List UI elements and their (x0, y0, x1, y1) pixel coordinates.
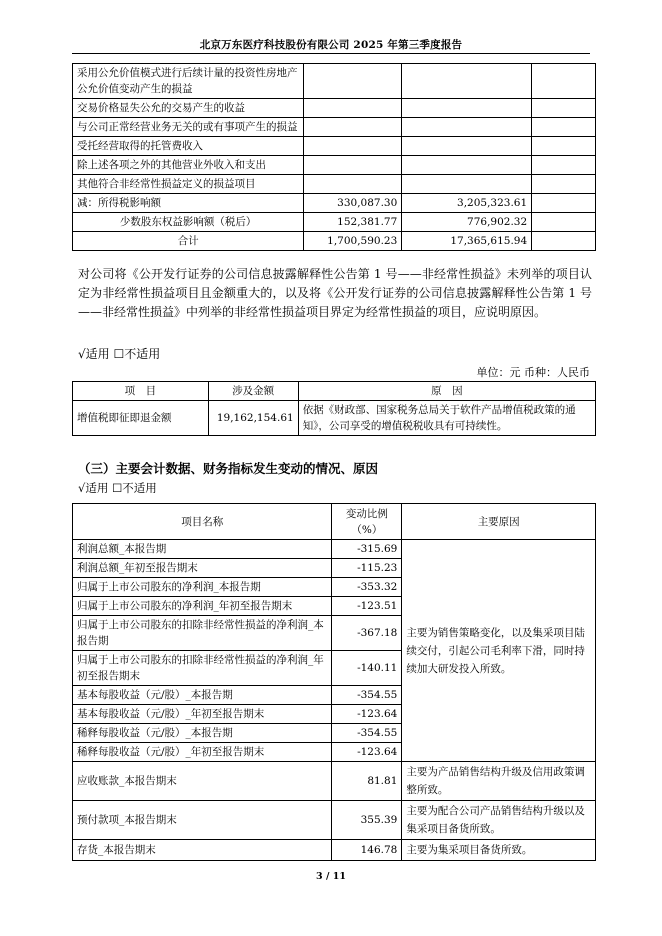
table-row (73, 801, 596, 840)
unit-label: 单位：元 币种：人民币 (476, 366, 590, 379)
row-label: 合计 (73, 232, 304, 251)
value-current (304, 99, 402, 118)
value-ytd (402, 64, 532, 99)
item-name: 预付款项_本报告期末 (73, 801, 332, 840)
note-cell (532, 213, 596, 232)
row-label: 少数股东权益影响额（税后） (73, 213, 304, 232)
item-name: 归属于上市公司股东的净利润_年初至报告期末 (73, 597, 332, 616)
header-reason: 原 因 (298, 382, 595, 401)
value-ytd: 776,902.32 (402, 213, 532, 232)
change-table (72, 503, 596, 861)
reason-cell: 依据《财政部、国家税务总局关于软件产品增值税政策的通知》，公司享受的增值税税收具有可持续性。 (298, 401, 595, 436)
table-row (73, 118, 596, 137)
row-label: 与公司正常经营业务无关的或有事项产生的损益 (73, 118, 304, 137)
table-header-row (73, 504, 596, 540)
change-ratio: -354.55 (332, 724, 402, 743)
item-name: 存货_本报告期末 (73, 840, 332, 861)
header-reason: 主要原因 (402, 504, 596, 540)
value-ytd (402, 137, 532, 156)
reason-cell: 主要为销售策略变化，以及集采项目陆续交付，引起公司毛利率下滑，同时持续加大研发投入所致。 (402, 540, 596, 762)
note-cell (532, 118, 596, 137)
table-row (73, 99, 596, 118)
table-row-total (73, 232, 596, 251)
row-label: 其他符合非经常性损益定义的损益项目 (73, 175, 304, 194)
reason-cell: 主要为配合公司产品销售结构升级以及集采项目备货所致。 (402, 801, 596, 840)
value-current: 1,700,590.23 (304, 232, 402, 251)
table-row (73, 175, 596, 194)
nonrecurring-table (72, 63, 596, 251)
value-current (304, 175, 402, 194)
header-ratio: 变动比例（%） (332, 504, 402, 540)
change-ratio: -140.11 (332, 651, 402, 686)
item-name: 利润总额_年初至报告期末 (73, 559, 332, 578)
note-cell (532, 137, 596, 156)
table-row (73, 213, 596, 232)
amount-cell: 19,162,154.61 (208, 401, 298, 436)
change-ratio: -353.32 (332, 578, 402, 597)
change-ratio: -115.23 (332, 559, 402, 578)
table-header-row (73, 382, 596, 401)
recurring-reason-table (72, 381, 596, 436)
change-ratio: -123.64 (332, 743, 402, 762)
table-row (73, 194, 596, 213)
value-ytd (402, 118, 532, 137)
applicable-indicator: √适用 ☐不适用 (78, 347, 161, 361)
row-label: 采用公允价值模式进行后续计量的投资性房地产公允价值变动产生的损益 (73, 64, 304, 99)
table-row (73, 137, 596, 156)
change-ratio: -123.51 (332, 597, 402, 616)
row-label: 减：所得税影响额 (73, 194, 304, 213)
item-name: 利润总额_本报告期 (73, 540, 332, 559)
note-cell (532, 194, 596, 213)
note-cell (532, 232, 596, 251)
header-item: 项 目 (73, 382, 209, 401)
row-label: 交易价格显失公允的交易产生的收益 (73, 99, 304, 118)
row-label: 除上述各项之外的其他营业外收入和支出 (73, 156, 304, 175)
value-current (304, 64, 402, 99)
item-name: 归属于上市公司股东的净利润_本报告期 (73, 578, 332, 597)
header-amount: 涉及金额 (208, 382, 298, 401)
table-row (73, 401, 596, 436)
header-divider (72, 53, 590, 54)
value-ytd (402, 99, 532, 118)
change-ratio: -123.64 (332, 705, 402, 724)
row-label: 受托经营取得的托管费收入 (73, 137, 304, 156)
change-ratio: -354.55 (332, 686, 402, 705)
value-current (304, 137, 402, 156)
page-number: 3 / 11 (316, 871, 346, 882)
value-ytd: 17,365,615.94 (402, 232, 532, 251)
change-ratio: -315.69 (332, 540, 402, 559)
item-name: 归属于上市公司股东的扣除非经常性损益的净利润_本报告期 (73, 616, 332, 651)
explanation-paragraph: 对公司将《公开发行证券的公司信息披露解释性公告第 1 号——非经常性损益》未列举的项目认定为非经常性损益项目且金额重大的，以及将《公开发行证券的公司信息披露解释性公告第 1 号——非经常性损益》中列举的非经常性损益项目界定为经常性损益的项目，应说明原因。 (78, 267, 592, 319)
change-ratio: 81.81 (332, 762, 402, 801)
value-current: 152,381.77 (304, 213, 402, 232)
value-current: 330,087.30 (304, 194, 402, 213)
value-ytd (402, 175, 532, 194)
item-cell: 增值税即征即退金额 (73, 401, 209, 436)
change-ratio: 355.39 (332, 801, 402, 840)
value-ytd (402, 156, 532, 175)
item-name: 应收账款_本报告期末 (73, 762, 332, 801)
item-name: 稀释每股收益（元/股）_年初至报告期末 (73, 743, 332, 762)
item-name: 基本每股收益（元/股）_年初至报告期末 (73, 705, 332, 724)
change-ratio: 146.78 (332, 840, 402, 861)
change-ratio: -367.18 (332, 616, 402, 651)
section-heading: （三）主要会计数据、财务指标发生变动的情况、原因 (78, 461, 379, 476)
table-row (73, 156, 596, 175)
reason-cell: 主要为产品销售结构升级及信用政策调整所致。 (402, 762, 596, 801)
table-row (73, 540, 596, 559)
note-cell (532, 64, 596, 99)
applicable-indicator: √适用 ☐不适用 (78, 481, 157, 495)
note-cell (532, 175, 596, 194)
item-name: 归属于上市公司股东的扣除非经常性损益的净利润_年初至报告期末 (73, 651, 332, 686)
item-name: 基本每股收益（元/股）_本报告期 (73, 686, 332, 705)
header-name: 项目名称 (73, 504, 332, 540)
note-cell (532, 99, 596, 118)
table-row (73, 762, 596, 801)
value-ytd: 3,205,323.61 (402, 194, 532, 213)
table-row (73, 64, 596, 99)
value-current (304, 156, 402, 175)
value-current (304, 118, 402, 137)
reason-cell: 主要为集采项目备货所致。 (402, 840, 596, 861)
item-name: 稀释每股收益（元/股）_本报告期 (73, 724, 332, 743)
note-cell (532, 156, 596, 175)
table-row (73, 840, 596, 861)
page-header: 北京万东医疗科技股份有限公司 2025 年第三季度报告 (199, 39, 463, 51)
